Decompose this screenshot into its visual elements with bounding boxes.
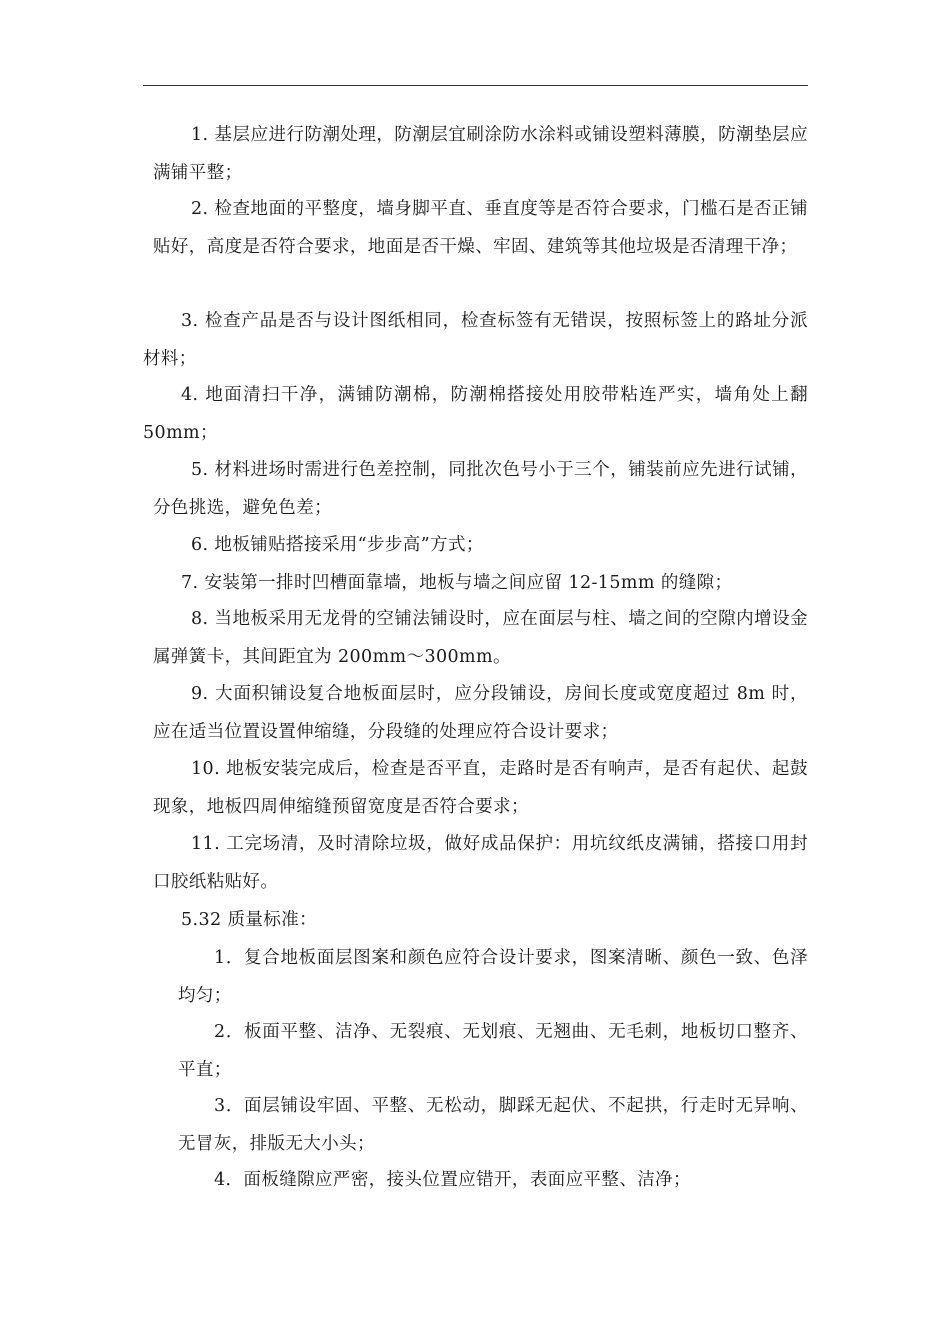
paragraph-2: 2. 检查地面的平整度，墙身脚平直、垂直度等是否符合要求，门槛石是否正铺贴好，高度是否符合要求，地面是否干燥、牢固、建筑等其他垃圾是否清理干净；	[153, 199, 808, 257]
header-rule	[143, 85, 808, 86]
paragraph-3: 3. 检查产品是否与设计图纸相同，检查标签有无错误，按照标签上的路址分派材料；	[143, 311, 808, 369]
paragraph-10: 10. 地板安装完成后，检查是否平直，走路时是否有响声，是否有起伏、起鼓现象，地板四周伸缩缝预留宽度是否符合要求；	[153, 759, 808, 817]
paragraph-4: 4. 地面清扫干净，满铺防潮棉，防潮棉搭接处用胶带粘连严实，墙角处上翻 50mm；	[143, 385, 808, 443]
quality-item-1: 1．复合地板面层图案和颜色应符合设计要求，图案清晰、颜色一致、色泽均匀；	[178, 948, 808, 1006]
section-heading-quality-standard: 5.32 质量标准：	[181, 910, 318, 930]
paragraph-6: 6. 地板铺贴搭接采用“步步高”方式；	[191, 535, 484, 555]
paragraph-1: 1. 基层应进行防潮处理，防潮层宜刷涂防水涂料或铺设塑料薄膜，防潮垫层应满铺平整；	[153, 125, 808, 183]
paragraph-11: 11. 工完场清，及时清除垃圾，做好成品保护：用坑纹纸皮满铺，搭接口用封口胶纸粘贴好。	[153, 834, 808, 892]
quality-item-4: 4．面板缝隙应严密，接头位置应错开，表面应平整、洁净；	[214, 1170, 691, 1190]
quality-item-2: 2．板面平整、洁净、无裂痕、无划痕、无翘曲、无毛刺，地板切口整齐、平直；	[178, 1022, 808, 1080]
paragraph-9: 9. 大面积铺设复合地板面层时，应分段铺设，房间长度或宽度超过 8m 时，应在适当位置设置伸缩缝，分段缝的处理应符合设计要求；	[153, 684, 808, 742]
paragraph-8: 8. 当地板采用无龙骨的空铺法铺设时，应在面层与柱、墙之间的空隙内增设金属弹簧卡，其间距宜为 200mm～300mm。	[153, 609, 808, 667]
paragraph-5: 5. 材料进场时需进行色差控制，同批次色号小于三个，铺装前应先进行试铺，分色挑选，避免色差；	[153, 460, 808, 518]
paragraph-7: 7. 安装第一排时凹槽面靠墙，地板与墙之间应留 12-15mm 的缝隙；	[181, 573, 733, 593]
quality-item-3: 3．面层铺设牢固、平整、无松动，脚踩无起伏、不起拱，行走时无异响、无冒灰，排版无大小头；	[178, 1096, 808, 1154]
